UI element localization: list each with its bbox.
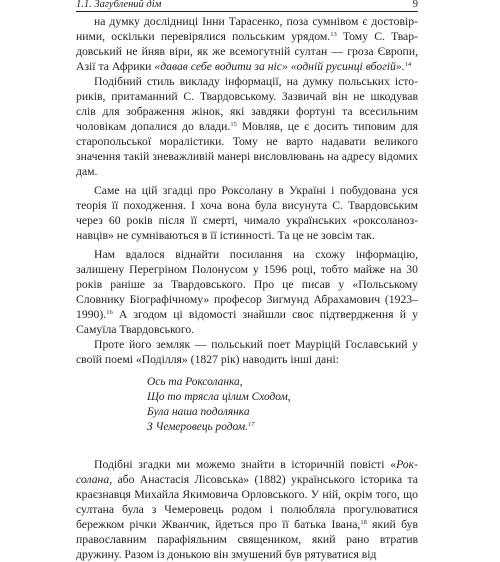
footnote-ref: 14 — [404, 61, 412, 68]
poem-line: Ось та Роксоланка, — [147, 376, 243, 388]
paragraph — [76, 337, 418, 367]
running-title: 1.1. Загублений дім — [76, 0, 162, 10]
paragraph — [76, 247, 418, 337]
footnote-ref: 16 — [106, 309, 113, 316]
text-body — [76, 14, 418, 562]
text-run: який був православним парафіяльним священиком, який рано втратив дружину. Разом із донькою він змушений був рятуватися від — [76, 518, 418, 561]
footnote-ref: 15 — [230, 121, 237, 128]
text-run: , або Анастасія Лісовська» (1882) українського історика та краєзнавця Михайла Якимовича Орловського. У ній, окрім того, що султана була з Чемеровець родом і полюбляла прогулюватися бережком річки Жванчик, йдеться про її батька Івана, — [76, 473, 418, 531]
paragraphs — [76, 14, 418, 367]
footnote-ref: 17 — [247, 421, 255, 428]
closing-paragraph-container — [76, 457, 418, 562]
text-run: Проте його земляк — польський поет Мауріцій Гославський у своїй поемі «Поділля» (1827 рік) наводить інші дані: — [76, 338, 418, 366]
poem-quote — [147, 375, 418, 435]
text-run: Подібні згадки ми можемо знайти в історичній повісті « — [94, 458, 397, 471]
poem-line: З Чемеровець родом.$^{17}$ — [147, 421, 255, 433]
text-run: на думку дослідниці Інни Тарасенко, поза сумнівом є достовірними, оскільки перевірялися польським урядом. — [76, 15, 418, 43]
italic-run: «давав себе водити за ніс» «одній русинці вбогій». — [154, 60, 405, 73]
text-run: Мовляв, це є досить типовим для старопольської моралістики. Тому не варто надавати великого значення такій зневажливій манері висловлювань на адресу відомих дам. — [76, 120, 418, 178]
paragraph — [76, 183, 418, 243]
paragraph — [76, 457, 418, 562]
poem-line: Що то трясла цілим Сходом, — [147, 391, 291, 403]
text-run: А згодом ці відомості знайшли своє підтвердження й у Самуїла Твардовського. — [76, 308, 418, 336]
text-run: Тому С. Твардовський не йняв віри, як же всемогутній султан — гроза Європи, Азії та Африки — [76, 30, 418, 73]
paragraph — [76, 14, 418, 74]
footnote-ref: 18 — [360, 519, 367, 526]
italic-run: Роксолана — [76, 458, 418, 486]
text-run: Саме на цій згадці про Роксолану в Україні і побудована уся теорія її походження. І хоча вона була висунута С. Твардовським через 60 років після її смерті, чимало українських «роксоланознавців» не сумніваються в її істинності. Та це не зовсім так. — [76, 184, 418, 242]
paragraph — [76, 74, 418, 179]
page-number: 9 — [412, 0, 418, 10]
text-run: Нам вдалося віднайти посилання на схожу інформацію, залишену Перегріном Полонусом у 1596 році, тобто майже на 30 років раніше за Твардовського. Про це писав у «Польському Словнику Біографічному» професор Зигмунд Абрахамович (1923–1990). — [76, 248, 418, 321]
footnote-ref: 13 — [330, 31, 337, 38]
text-run: Подібний стиль викладу інформації, на думку польських істориків, притаманний С. Твардовському. Зазвичай він не шкодував слів для зображення жінок, які завдяки фортуні та всесильним чоловікам допалися до влади. — [76, 75, 418, 133]
running-header — [76, 0, 418, 12]
poem-line: Була наша подолянка — [147, 406, 250, 418]
